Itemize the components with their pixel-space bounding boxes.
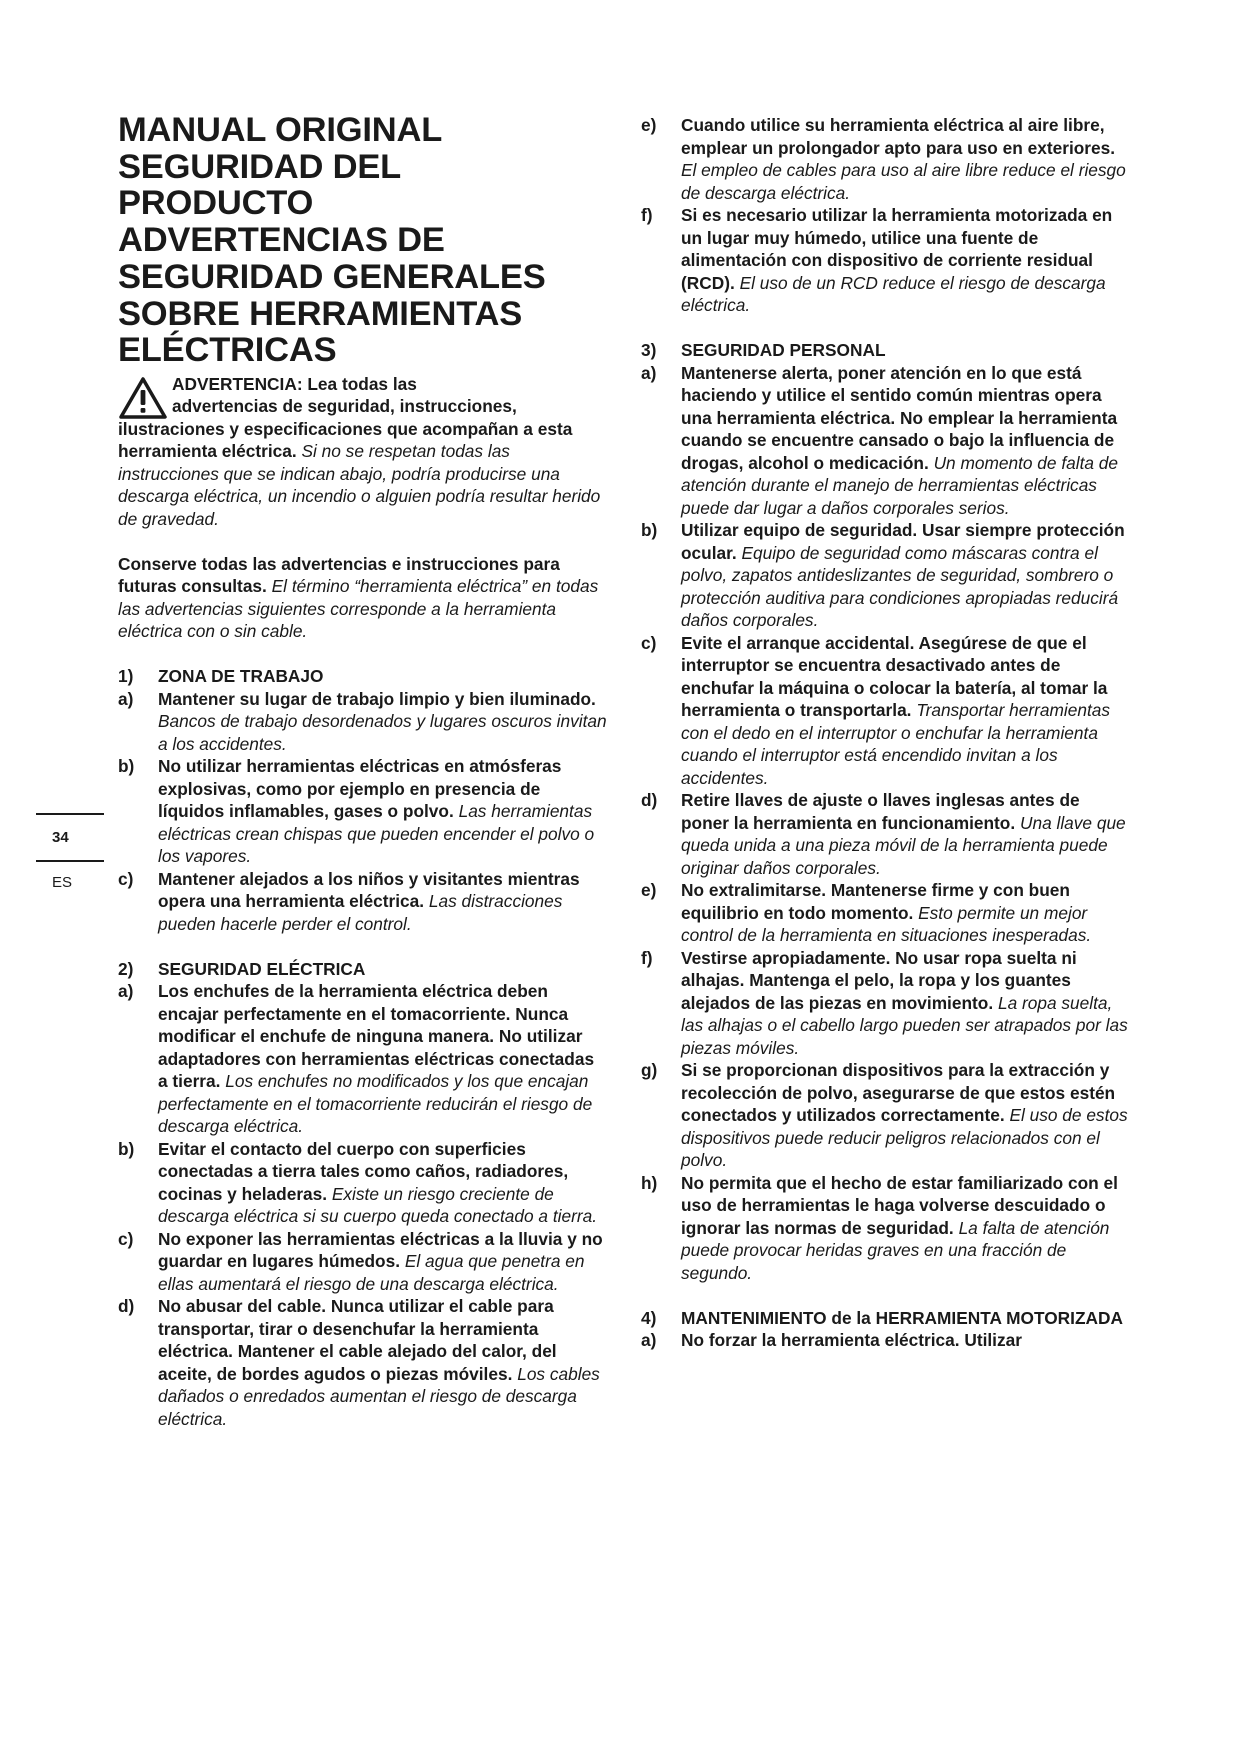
item-bold: Evitar el contacto del cuerpo con superficies conectadas a tierra tales como caños, radiadores, cocinas y heladeras. <box>158 1138 569 1204</box>
item-label: c) <box>118 868 134 889</box>
item-italic: El uso de un RCD reduce el riesgo de descarga eléctrica. <box>681 272 1106 315</box>
list-item <box>641 632 1131 790</box>
item-bold: Mantener alejados a los niños y visitantes mientras opera una herramienta eléctrica. <box>158 868 580 912</box>
item-bold: Si es necesario utilizar la herramienta motorizada en un lugar muy húmedo, utilice una fuente de alimentación con dispositivo de corriente residual (RCD). <box>681 205 1113 293</box>
item-italic: Una llave que queda unida a una pieza móvil de la herramienta puede originar daños corporales. <box>681 812 1126 878</box>
warning-line-2: advertencias de seguridad, instrucciones, <box>172 396 517 417</box>
list-item <box>641 879 1131 947</box>
item-italic: Los enchufes no modificados y los que encajan perfectamente en el tomacorriente reducirán el riesgo de descarga eléctrica. <box>158 1071 593 1137</box>
title-line: SOBRE HERRAMIENTAS <box>118 294 523 333</box>
item-bold: No extralimitarse. Mantenerse firme y con buen equilibrio en todo momento. <box>681 880 1070 923</box>
item-italic: Esto permite un mejor control de la herramienta en situaciones inesperadas. <box>681 902 1092 945</box>
list-item <box>641 1329 1131 1352</box>
section-title: ZONA DE TRABAJO <box>158 666 324 687</box>
warning-triangle-icon <box>118 376 168 420</box>
section-number: 2) <box>118 958 134 979</box>
item-italic: Las herramientas eléctricas crean chispas que pueden encender el polvo o los vapores. <box>158 801 595 867</box>
item-italic: Un momento de falta de atención durante el manejo de herramientas eléctricas puede dar lugar a daños corporales serios. <box>681 452 1119 518</box>
warning-bold: ilustraciones y especificaciones que acompañan a esta herramienta eléctrica. <box>118 418 573 462</box>
title-line: MANUAL ORIGINAL <box>118 111 443 149</box>
item-italic: La ropa suelta, las alhajas o el cabello largo pueden ser atrapados por las piezas móviles. <box>681 992 1128 1058</box>
title-line: SEGURIDAD GENERALES <box>118 257 546 296</box>
conserve-italic: El término “herramienta eléctrica” en todas las advertencias siguientes corresponde a la herramienta eléctrica con o sin cable. <box>118 576 599 642</box>
item-label: c) <box>641 632 657 653</box>
item-label: h) <box>641 1172 658 1193</box>
section-title: MANTENIMIENTO de la HERRAMIENTA MOTORIZADA <box>681 1307 1123 1328</box>
section-title: SEGURIDAD PERSONAL <box>681 340 886 360</box>
page-number: 34 <box>52 829 69 846</box>
item-label: b) <box>118 1138 135 1159</box>
general-warning <box>118 373 608 531</box>
list-item <box>118 1295 608 1430</box>
list-item <box>118 1228 608 1296</box>
item-bold: Evite el arranque accidental. Asegúrese de que el interruptor se encuentra desactivado antes de enchufar la máquina o colocar la batería, al tomar la herramienta o transportarla. <box>681 632 1108 720</box>
item-bold: Mantenerse alerta, poner atención en lo que está haciendo y utilice el sentido común mientras opera una herramienta eléctrica. No emplear la herramienta cuando se encuentre cansado o bajo la influencia de drogas, alcohol o medicación. <box>681 362 1118 473</box>
item-italic: La falta de atención puede provocar heridas graves en una fracción de segundo. <box>681 1217 1110 1283</box>
item-label: d) <box>118 1296 135 1317</box>
item-italic: Existe un riesgo creciente de descarga eléctrica si su cuerpo queda conectado a tierra. <box>158 1183 598 1227</box>
left-column <box>118 112 608 1430</box>
list-item <box>118 1138 608 1228</box>
conserve-bold: Conserve todas las advertencias e instrucciones para futuras consultas. <box>118 553 560 597</box>
item-italic: El empleo de cables para uso al aire libre reduce el riesgo de descarga eléctrica. <box>681 160 1126 203</box>
item-bold: Cuando utilice su herramienta eléctrica al aire libre, emplear un prolongador apto para uso en exteriores. <box>681 115 1116 158</box>
title-line: ADVERTENCIAS DE <box>118 221 445 260</box>
item-italic: Las distracciones pueden hacerle perder el control. <box>158 891 563 934</box>
section-heading <box>118 665 608 688</box>
item-label: b) <box>118 756 135 777</box>
item-italic: Bancos de trabajo desordenados y lugares oscuros invitan a los accidentes. <box>158 711 607 754</box>
item-label: e) <box>641 880 657 900</box>
list-item <box>118 868 608 936</box>
page-title <box>118 112 608 369</box>
warning-italic: Si no se respetan todas las instrucciones que se indican abajo, podría producirse una descarga eléctrica, un incendio o alguien podría resultar herido de gravedad. <box>118 441 601 529</box>
list-item <box>641 789 1131 879</box>
list-item <box>641 1172 1131 1285</box>
item-label: e) <box>641 115 657 135</box>
list-item <box>118 688 608 756</box>
item-italic: Transportar herramientas con el dedo en el interruptor o enchufar la herramienta cuando el interruptor está encendido invitan a los accidentes. <box>681 700 1111 788</box>
list-item <box>641 519 1131 632</box>
item-label: d) <box>641 790 658 810</box>
item-bold: Utilizar equipo de seguridad. Usar siempre protección ocular. <box>681 520 1125 563</box>
warning-body <box>118 418 608 531</box>
item-label: c) <box>118 1228 134 1249</box>
item-label: f) <box>641 205 653 225</box>
item-italic: Equipo de seguridad como máscaras contra el polvo, zapatos antideslizantes de seguridad, sombrero o protección auditiva para condiciones apropiadas reducirá daños corporales. <box>681 542 1119 630</box>
list-item <box>118 980 608 1138</box>
list-item <box>641 362 1131 520</box>
item-bold: Los enchufes de la herramienta eléctrica deben encajar perfectamente en el tomacorriente. Nunca modificar el enchufe de ninguna manera. No utilizar adaptadores con herramientas eléctricas conectadas a tierra. <box>158 981 595 1092</box>
warning-line-1: ADVERTENCIA: Lea todas las <box>172 373 417 394</box>
item-bold: No utilizar herramientas eléctricas en atmósferas explosivas, como por ejemplo en presencia de líquidos inflamables, gases o polvo. <box>158 756 562 822</box>
list-item <box>118 755 608 868</box>
item-bold: Mantener su lugar de trabajo limpio y bien iluminado. <box>158 688 596 709</box>
language-code: ES <box>52 874 73 891</box>
title-line: ELÉCTRICAS <box>118 331 337 370</box>
item-label: a) <box>641 1330 657 1350</box>
right-column <box>641 114 1131 1352</box>
item-bold: No forzar la herramienta eléctrica. Utilizar <box>681 1330 1022 1350</box>
item-label: f) <box>641 947 653 968</box>
list-item <box>641 204 1131 317</box>
section-heading <box>641 1307 1131 1330</box>
title-line: SEGURIDAD DEL <box>118 147 402 186</box>
section-heading <box>641 339 1131 362</box>
list-item <box>641 114 1131 204</box>
item-label: a) <box>641 362 657 383</box>
section-number: 3) <box>641 340 657 360</box>
conserve-paragraph <box>118 553 608 643</box>
item-italic: Los cables dañados o enredados aumentan el riesgo de descarga eléctrica. <box>158 1363 600 1429</box>
title-line: PRODUCTO <box>118 184 314 223</box>
item-bold: Si se proporcionan dispositivos para la extracción y recolección de polvo, asegurarse de que estos estén conectados y utilizados correctamente. <box>681 1060 1116 1125</box>
item-label: a) <box>118 688 134 709</box>
item-label: g) <box>641 1060 658 1080</box>
section-number: 1) <box>118 666 134 687</box>
list-item <box>641 947 1131 1060</box>
item-bold: Retire llaves de ajuste o llaves inglesas antes de poner la herramienta en funcionamiento. <box>681 790 1080 833</box>
section-heading <box>118 958 608 981</box>
section-title: SEGURIDAD ELÉCTRICA <box>158 958 366 979</box>
list-item <box>641 1059 1131 1172</box>
item-label: a) <box>118 981 134 1002</box>
item-bold: No abusar del cable. Nunca utilizar el cable para transportar, tirar o desenchufar la herramienta eléctrica. Mantener el cable alejado del calor, del aceite, de bordes agudos o piezas móviles. <box>158 1296 557 1384</box>
page-tab <box>36 813 104 891</box>
item-italic: El uso de estos dispositivos puede reducir peligros relacionados con el polvo. <box>681 1105 1128 1170</box>
item-bold: Vestirse apropiadamente. No usar ropa suelta ni alhajas. Mantenga el pelo, la ropa y los guantes alejados de las piezas en movimiento. <box>681 947 1077 1013</box>
section-number: 4) <box>641 1307 657 1328</box>
item-italic: El agua que penetra en ellas aumentará el riesgo de una descarga eléctrica. <box>158 1251 585 1294</box>
item-label: b) <box>641 520 658 540</box>
item-bold: No permita que el hecho de estar familiarizado con el uso de herramientas le haga volverse descuidado o ignorar las normas de seguridad. <box>681 1172 1118 1238</box>
item-bold: No exponer las herramientas eléctricas a la lluvia y no guardar en lugares húmedos. <box>158 1228 603 1272</box>
